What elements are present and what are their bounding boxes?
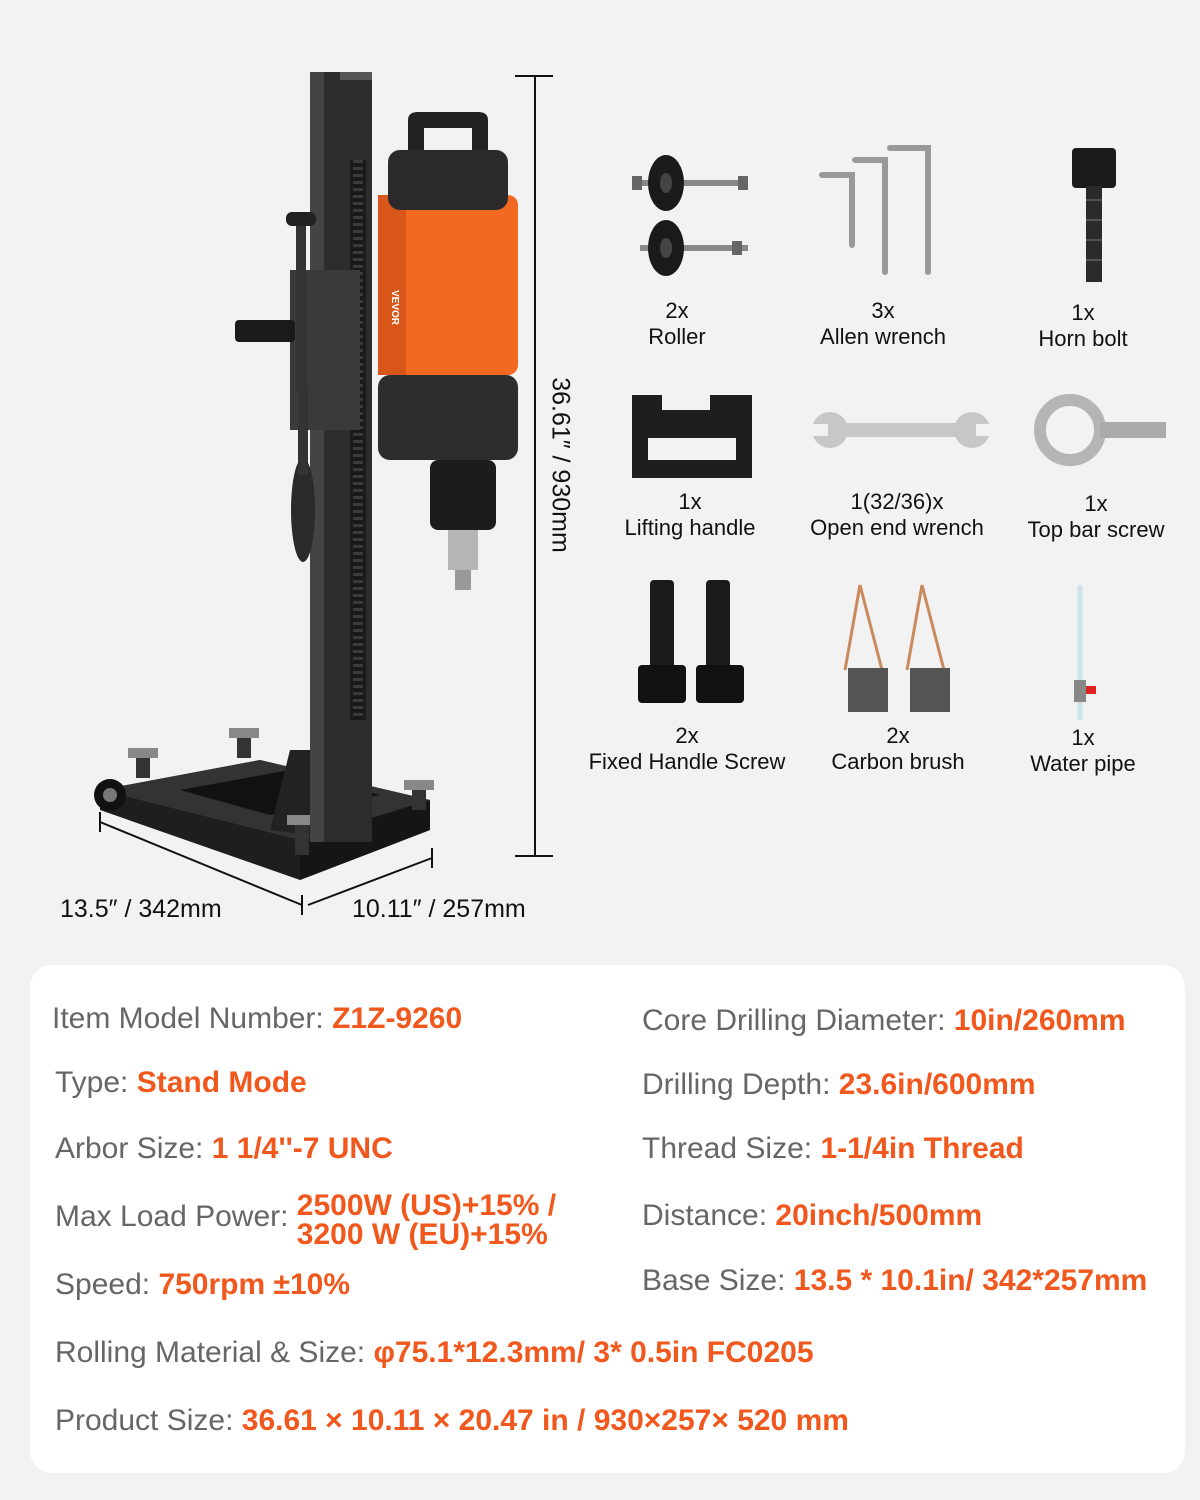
width-dimension-label: 10.11″ / 257mm <box>352 895 526 923</box>
accessory-label-fixed-handle-screw: 2x Fixed Handle Screw <box>588 723 786 774</box>
spec-thread-size: Thread Size: 1-1/4in Thread <box>642 1132 1024 1165</box>
spec-max-load-power: Max Load Power: 2500W (US)+15% / 3200 W (EU)+15% <box>55 1189 557 1251</box>
brand-mark: VEVOR <box>389 290 400 326</box>
spec-core-drilling-diameter: Core Drilling Diameter: 10in/260mm <box>642 1004 1126 1037</box>
core-drill-stand-icon <box>94 72 518 880</box>
water-pipe-icon <box>1074 585 1096 720</box>
accessory-label-water-pipe: 1x Water pipe <box>1030 725 1136 776</box>
spec-type: Type: Stand Mode <box>55 1066 307 1099</box>
spec-drilling-depth: Drilling Depth: 23.6in/600mm <box>642 1068 1036 1101</box>
spec-distance: Distance: 20inch/500mm <box>642 1199 983 1232</box>
hex-screw-icon <box>638 580 744 703</box>
accessory-label-open-end-wrench: 1(32/36)x Open end wrench <box>810 489 984 540</box>
spec-rolling-material: Rolling Material & Size: φ75.1*12.3mm/ 3* 0.5in FC0205 <box>55 1336 814 1369</box>
spec-product-size: Product Size: 36.61 × 10.11 × 20.47 in / 930×257× 520 mm <box>55 1404 849 1437</box>
accessory-label-horn-bolt: 1x Horn bolt <box>1038 300 1128 351</box>
specifications-card <box>30 965 1185 1473</box>
spec-arbor: Arbor Size: 1 1/4''-7 UNC <box>55 1132 393 1165</box>
accessory-label-allen-wrench: 3x Allen wrench <box>820 298 946 349</box>
accessory-label-lifting-handle: 1x Lifting handle <box>624 489 756 540</box>
horn-bolt-icon <box>1072 148 1116 282</box>
spec-speed: Speed: 750rpm ±10% <box>55 1268 351 1301</box>
accessory-label-top-bar-screw: 1x Top bar screw <box>1027 491 1165 542</box>
carbon-brush-icon <box>845 585 950 712</box>
depth-dimension-label: 13.5″ / 342mm <box>60 895 222 923</box>
spec-model: Item Model Number: Z1Z-9260 <box>52 1002 463 1035</box>
height-dimension-label: 36.61″ / 930mm <box>546 377 575 553</box>
open-end-wrench-icon <box>810 412 992 448</box>
accessory-label-roller: 2x Roller <box>648 298 706 349</box>
roller-icon <box>632 155 748 276</box>
allen-wrench-icon <box>822 148 928 272</box>
lifting-handle-icon <box>632 395 752 478</box>
accessory-label-carbon-brush: 2x Carbon brush <box>831 723 965 774</box>
spec-base-size: Base Size: 13.5 * 10.1in/ 342*257mm <box>642 1264 1148 1297</box>
eye-bolt-icon <box>1040 400 1166 460</box>
